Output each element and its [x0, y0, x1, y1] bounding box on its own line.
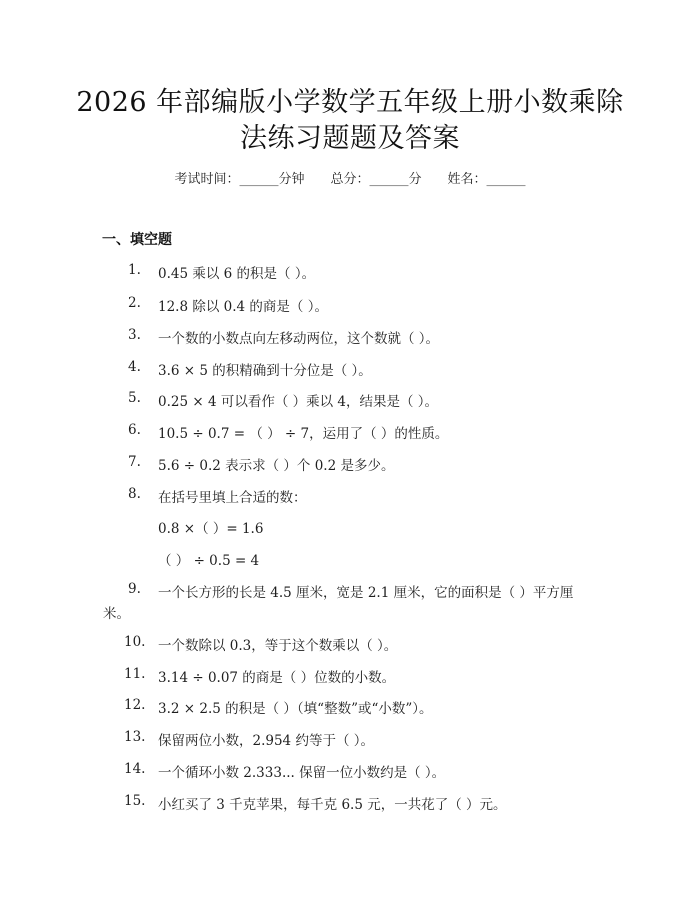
question-text-continuation: 米。	[103, 606, 130, 622]
question-subitem: 0.8 ×（ ）= 1.6	[158, 521, 264, 537]
question-text: 0.45 乘以 6 的积是（ ）。	[158, 266, 316, 282]
question-text: 在括号里填上合适的数：	[158, 490, 307, 506]
question-number: 8.	[128, 486, 141, 502]
question-text: 5.6 ÷ 0.2 表示求（ ）个 0.2 是多少。	[158, 458, 395, 474]
question-number: 4.	[128, 359, 141, 375]
question-number: 6.	[128, 422, 141, 438]
question-number: 1.	[128, 262, 141, 278]
question-text: 保留两位小数，2.954 约等于（ ）。	[158, 733, 374, 749]
question-number: 15.	[124, 793, 146, 809]
question-text: 0.25 × 4 可以看作（ ）乘以 4，结果是（ ）。	[158, 394, 439, 410]
question-number: 5.	[128, 390, 141, 406]
question-number: 12.	[124, 697, 146, 713]
question-text: 一个数除以 0.3，等于这个数乘以（ ）。	[158, 638, 398, 654]
question-text: 3.14 ÷ 0.07 的商是（ ）位数的小数。	[158, 670, 396, 686]
question-number: 2.	[128, 295, 141, 311]
document-title-line1: 2026 年部编版小学数学五年级上册小数乘除	[76, 87, 624, 118]
question-number: 11.	[124, 666, 146, 682]
question-number: 7.	[128, 454, 141, 470]
question-number: 3.	[128, 327, 141, 343]
question-number: 9.	[128, 581, 141, 597]
question-text: 小红买了 3 千克苹果，每千克 6.5 元，一共花了（ ）元。	[158, 797, 507, 813]
student-name-field: 姓名：______	[447, 172, 526, 187]
question-text: 3.2 × 2.5 的积是（ ）（填“整数”或“小数”）。	[158, 701, 433, 717]
question-text: 12.8 除以 0.4 的商是（ ）。	[158, 299, 328, 315]
section-heading-fill-blank: 一、填空题	[102, 232, 172, 248]
question-text: 3.6 × 5 的积精确到十分位是（ ）。	[158, 363, 372, 379]
total-score-field: 总分：______分	[330, 172, 422, 187]
question-text: 一个长方形的长是 4.5 厘米，宽是 2.1 厘米，它的面积是（ ）平方厘	[158, 585, 574, 601]
question-number: 13.	[124, 729, 146, 745]
question-subitem: （ ） ÷ 0.5 = 4	[158, 553, 260, 569]
exam-info-row	[0, 168, 700, 187]
question-number: 10.	[124, 634, 146, 650]
document-title-line2: 法练习题题及答案	[240, 123, 460, 154]
question-text: 一个循环小数 2.333... 保留一位小数约是（ ）。	[158, 765, 446, 781]
question-number: 14.	[124, 761, 146, 777]
question-text: 10.5 ÷ 0.7 = （ ） ÷ 7，运用了（ ）的性质。	[158, 426, 449, 442]
question-text: 一个数的小数点向左移动两位，这个数就（ ）。	[158, 331, 440, 347]
exam-time-field: 考试时间：______分钟	[174, 172, 305, 187]
